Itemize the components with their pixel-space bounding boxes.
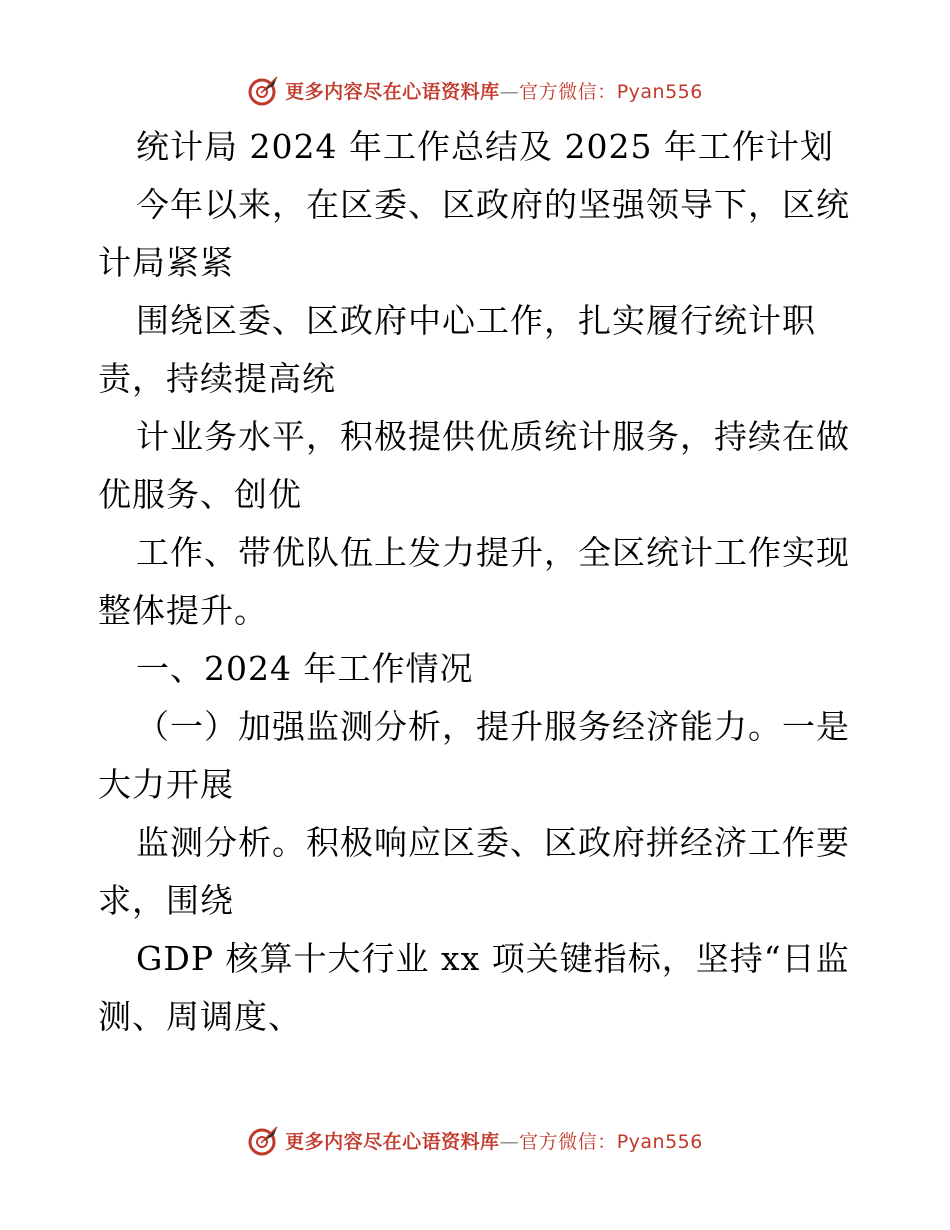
document-body xyxy=(98,118,858,1046)
watermark-dash: — xyxy=(499,80,520,103)
paragraph: 围绕区委、区政府中心工作，扎实履行统计职责，持续提高统 xyxy=(98,301,816,398)
watermark-text xyxy=(285,77,703,104)
paragraph: 计业务水平，积极提供优质统计服务，持续在做优服务、创优 xyxy=(98,417,850,514)
watermark-main: 更多内容尽在心语资料库 xyxy=(285,80,500,103)
paragraph: （一）加强监测分析，提升服务经济能力。一是大力开展 xyxy=(98,707,850,804)
footer-watermark xyxy=(0,1120,950,1160)
watermark-sub: 官方微信： xyxy=(519,1130,617,1153)
watermark-text xyxy=(285,1127,703,1154)
paragraph: 工作、带优队伍上发力提升，全区统计工作实现整体提升。 xyxy=(98,533,850,630)
header-watermark xyxy=(0,70,950,110)
paragraph: GDP 核算十大行业 xx 项关键指标，坚持“日监测、周调度、 xyxy=(98,939,850,1036)
paragraph: 今年以来，在区委、区政府的坚强领导下，区统计局紧紧 xyxy=(98,185,850,282)
watermark-main: 更多内容尽在心语资料库 xyxy=(285,1130,500,1153)
section-heading: 一、2024 年工作情况 xyxy=(136,649,474,688)
feather-logo-icon xyxy=(247,1123,281,1157)
watermark-dash: — xyxy=(499,1130,520,1153)
watermark-account: Pyan556 xyxy=(616,1130,703,1153)
watermark-account: Pyan556 xyxy=(616,80,703,103)
watermark-sub: 官方微信： xyxy=(519,80,617,103)
paragraph: 监测分析。积极响应区委、区政府拼经济工作要求，围绕 xyxy=(98,823,850,920)
document-title: 统计局 2024 年工作总结及 2025 年工作计划 xyxy=(136,127,834,166)
feather-logo-icon xyxy=(247,73,281,107)
